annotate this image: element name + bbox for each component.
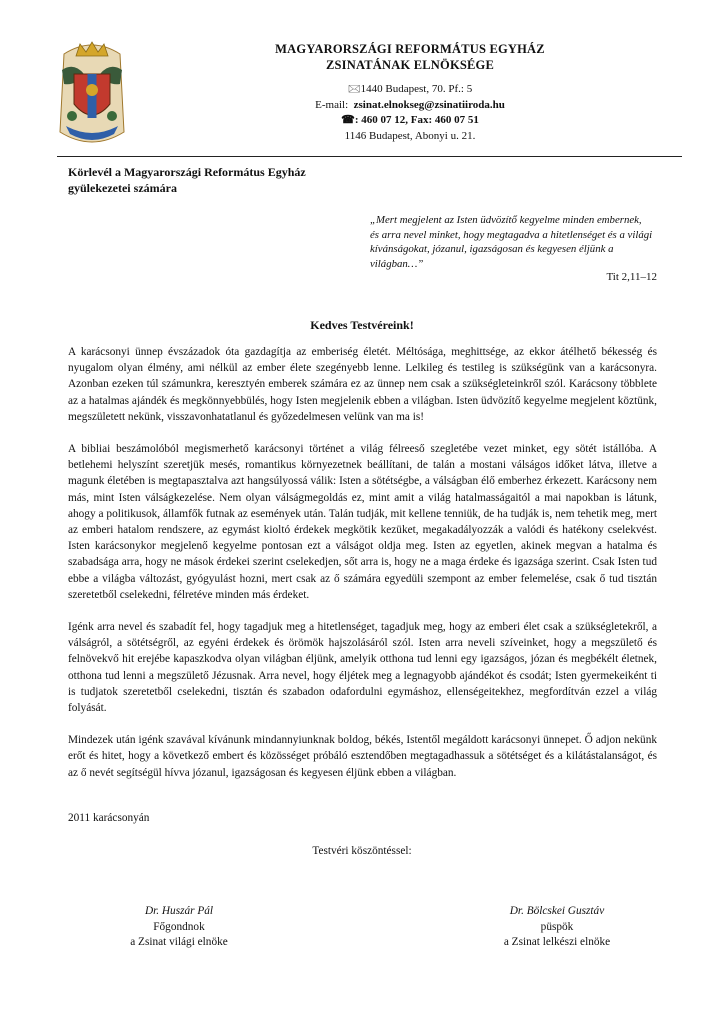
- recipient-line-2: gyülekezetei számára: [68, 180, 177, 195]
- signer-right-title: püspök: [540, 920, 574, 933]
- paragraph-1: A karácsonyi ünnep évszázadok óta gazdagítja az emberiség életét. Méltósága, meghittsége, az ekkor átélhető békesség és nyugalom olyan élmény, ami nélkül az ember élete szegényebb lenne. Lelkileg és testileg is szükségünk van a karácsonyra. Azonban ezeken túl számunkra, keresztyén emberek számára ez az ünnep nem csak a szükségleteinkről szól. Karácsony többlete az a hatalmas ajándék és megkönnyebbülés, hogy Isten megjelenik ebben a világban. Isten üdvözítő kegyelme megjelent köztünk, megszületett nekünk, visszavonhatatlanul és győzedelmesen velünk van ma is!: [68, 346, 657, 423]
- signer-right-name: Dr. Bölcskei Gusztáv: [509, 905, 605, 917]
- signer-left-name: Dr. Huszár Pál: [144, 905, 214, 917]
- contact-block: [230, 82, 590, 144]
- organization-subtitle: ZSINATÁNAK ELNÖKSÉGE: [325, 58, 495, 72]
- signer-left-title: Főgondnok: [153, 920, 205, 933]
- letter-date: 2011 karácsonyán: [68, 812, 150, 824]
- phone-line: [230, 113, 590, 129]
- organization-name: MAGYARORSZÁGI REFORMÁTUS EGYHÁZ: [275, 42, 545, 56]
- letterhead: [230, 41, 590, 144]
- header-divider: [57, 156, 682, 157]
- email-label: E-mail:: [315, 98, 349, 111]
- paragraph-4: Mindezek után igénk szavával kívánunk mindannyiunknak boldog, békés, Istentől megáldott karácsonyi ünnepet. Ő adjon nekünk erőt és hitet, hogy a következő embert és közösséget próbáló esztendőben megtagadhassuk a sötétséget és a kilátástalanságot, és az ő nevét segítségül hívva józanul, igazságosan és kegyesen éljünk ebben a világban.: [68, 734, 657, 779]
- postal-address: 1440 Budapest, 70. Pf.: 5: [360, 83, 473, 95]
- quote-reference: Tit 2,11–12: [606, 271, 657, 283]
- letter-body: [68, 344, 657, 797]
- signer-right: [457, 904, 657, 951]
- quote-line-4: világban…”: [370, 257, 424, 270]
- phone-fax: : 460 07 12, Fax: 460 07 51: [354, 114, 479, 126]
- signer-right-role: a Zsinat lelkészi elnöke: [503, 936, 611, 948]
- paragraph-3: Igénk arra nevel és szabadít fel, hogy tagadjuk meg a hitetlenséget, tagadjuk meg, hogy az emberi élet csak a szükségletekről, a válságról, a sötétségről, az egyéni érdekek és örömök hajszolásáról szól. Isten arra neveli szíveinket, hogy a megszülető és felnövekvő hit erejébe kapaszkodva olyan világban éljünk, amelyik otthona tud lenni egy igazságos, józan és megbékélt életnek, otthona tud lenni a megszülető Jézusnak. Arra nevel, hogy éljétek meg a legnagyobb ajándékot és csodát; Isten gyermekeiként ti is tudjatok szeretetből cselekedni, tisztán és szabadon odafordulni egymáshoz, ellenségeitekhez, megfordítván ezzel a világ folyását.: [68, 621, 657, 715]
- bible-quote: [370, 213, 655, 271]
- phone-icon: ☎: [341, 114, 355, 126]
- quote-line-2: és arra nevel minket, hogy megtagadva a hitetlenséget és a világi: [370, 228, 653, 241]
- signer-left-role: a Zsinat világi elnöke: [130, 936, 228, 948]
- quote-line-1: „Mert megjelent az Isten üdvözítő kegyelme minden embernek,: [370, 214, 642, 226]
- quote-line-3: kívánságokat, józanul, igazságosan és kegyesen éljünk a: [370, 243, 614, 255]
- paragraph-2: A bibliai beszámolóból megismerhető karácsonyi történet a világ félreeső szegletébe vezet minket, egy sötét istállóba. A betlehemi helyszínt szeretjük mesés, romantikus környezetnek beállítani, de talán a mostani válságos időket látva, illetve a magunk életében is megtapasztalva azt hangsúlyossá válik: Isten a sötétségbe, a válságban élő emberhez érkezett. Karácsony nem más, mint Isten válságkezelése. Nem olyan válságmegoldás ez, mint amit a világ hatalmasságaitól a mai napokban is látunk, ahogy a politikusok, államfők futnak az események után. Talán tudják, mit kellene tenniük, de ha tudják is, nem tehetik meg, mert az emberi hatalom rendszere, az egymást kioltó érdekek megkötik kezüket, megakadályozzák a valódi és hatékony cselekvést. Isten karácsonykor megjelenő kegyelme pontosan ezt a válságot oldja meg. Isten az egyetlen, akinek megvan a hatalma és szabadsága arra, hogy ne mások érdekei szerint cselekedjen, sőt arra is, hogy ne a maga érdeke és igazsága szerint. Csak Isten tud ebbe a világba változást, gyógyulást hozni, mert csak az ő számára egyedüli szempont az ember felemelése, csak ő tud tisztán szeretetből cselekedni, félretéve minden más érdeket.: [68, 443, 657, 601]
- postal-address-line: [230, 82, 590, 98]
- salutation: Kedves Testvéreink!: [310, 318, 414, 332]
- signer-left: [79, 904, 279, 951]
- church-crest-logo: [54, 40, 130, 152]
- email-link[interactable]: zsinat.elnokseg@zsinatiiroda.hu: [353, 98, 505, 111]
- closing-greeting: Testvéri köszöntéssel:: [312, 845, 412, 857]
- street-address: 1146 Budapest, Abonyi u. 21.: [344, 129, 476, 142]
- email-line: [230, 98, 590, 114]
- recipient-block: [68, 165, 368, 196]
- recipient-line-1: Körlevél a Magyarországi Református Egyház: [68, 165, 306, 179]
- envelope-icon: 🖂: [347, 83, 361, 95]
